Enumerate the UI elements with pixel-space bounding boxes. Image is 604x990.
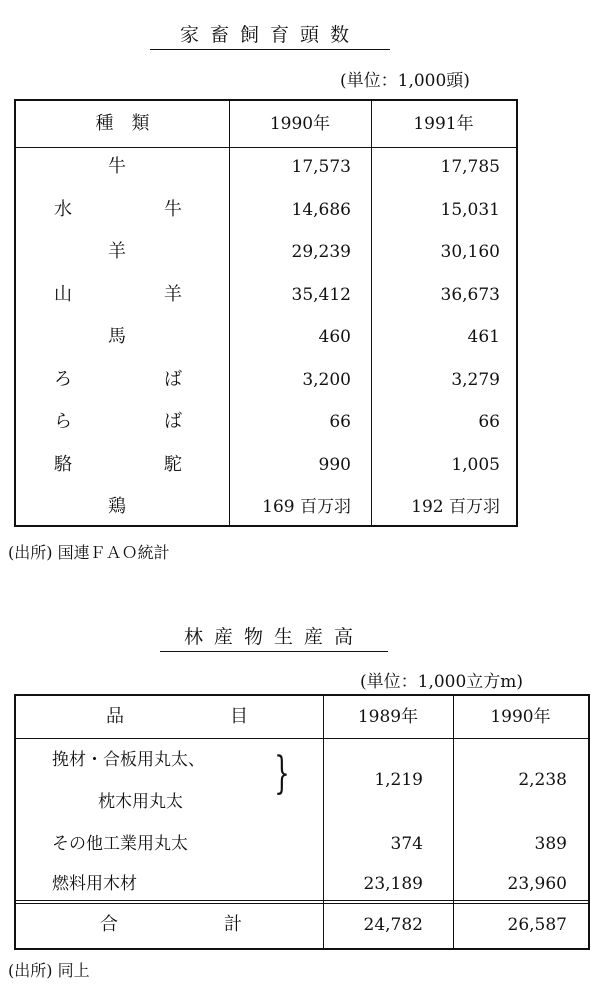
animal-label-left: 山	[54, 283, 72, 305]
header-year-1991: 1991年	[413, 114, 474, 134]
animal-label-left: ら	[54, 411, 72, 432]
header-year-1990: 1990年	[269, 114, 331, 134]
item-sawlog-line1: 挽材・合板用丸太、	[52, 750, 205, 770]
animal-label-right: 牛	[164, 198, 182, 220]
animal-label-left: ろ	[54, 368, 72, 390]
header-kind: 種 類	[95, 113, 150, 134]
header-divider	[16, 738, 588, 739]
livestock-table	[14, 99, 518, 527]
value-1990: 14,686	[291, 199, 351, 220]
livestock-source: (出所) 国連ＦＡＯ統計	[8, 543, 170, 562]
value-1991: 66	[478, 412, 500, 432]
header-divider	[16, 147, 516, 148]
forestry-table	[14, 694, 590, 950]
animal-label-right: 駝	[164, 453, 182, 475]
total-label-a: 合	[100, 914, 118, 935]
value-fuelwood-1989: 23,189	[363, 874, 423, 894]
value-1990: 990	[318, 454, 351, 475]
livestock-unit: (単位：1,000頭)	[340, 71, 470, 91]
header-year-1990: 1990年	[490, 707, 551, 727]
value-fuelwood-1990: 23,960	[507, 874, 567, 894]
total-1990: 26,587	[507, 915, 567, 935]
livestock-title: 家畜飼育頭数	[150, 20, 390, 50]
value-1990: 35,412	[291, 284, 351, 305]
value-1991: 3,279	[451, 369, 500, 390]
forestry-unit: (単位：1,000立方m)	[360, 672, 524, 692]
animal-label-left: 駱	[54, 453, 72, 475]
value-1991: 30,160	[440, 242, 500, 262]
header-item-b: 目	[230, 706, 248, 727]
value-1990: 3,200	[302, 369, 351, 390]
header-year-1989: 1989年	[357, 707, 419, 727]
value-1990: 460	[318, 327, 351, 347]
animal-label-center: 羊	[108, 241, 126, 262]
header-item-a: 品	[106, 706, 124, 727]
total-1989: 24,782	[363, 915, 423, 935]
value-1991: 36,673	[440, 284, 500, 305]
forestry-title: 林産物生産高	[160, 622, 388, 652]
col-divider	[323, 696, 324, 948]
col-divider	[453, 696, 454, 948]
animal-label-right: ば	[164, 411, 182, 432]
item-other-industrial: その他工業用丸太	[52, 834, 188, 854]
value-other-1989: 374	[390, 834, 423, 854]
total-divider	[16, 900, 588, 904]
value-1990: 29,239	[291, 242, 351, 262]
animal-label-center: 馬	[108, 326, 126, 347]
value-1991: 461	[467, 327, 500, 347]
animal-label-left: 水	[54, 198, 72, 220]
value-1991: 192 百万羽	[411, 497, 500, 517]
value-sawlog-1989: 1,219	[374, 770, 423, 790]
animal-label-center: 牛	[108, 156, 126, 177]
brace-icon: }	[274, 748, 290, 799]
value-1991: 17,785	[440, 157, 500, 177]
animal-label-right: ば	[164, 368, 182, 390]
value-other-1990: 389	[534, 834, 567, 854]
total-label-b: 計	[224, 914, 242, 935]
value-1991: 1,005	[451, 454, 500, 475]
animal-label-right: 羊	[164, 283, 182, 305]
value-1990: 169 百万羽	[262, 497, 351, 517]
animal-label-center: 鶏	[108, 496, 126, 517]
value-sawlog-1990: 2,238	[518, 770, 567, 790]
item-fuelwood: 燃料用木材	[52, 874, 137, 894]
value-1990: 17,573	[291, 157, 351, 177]
item-sawlog-line2: 枕木用丸太	[98, 792, 183, 812]
value-1990: 66	[329, 412, 351, 432]
forestry-source: (出所) 同上	[8, 961, 90, 980]
value-1991: 15,031	[440, 199, 500, 220]
